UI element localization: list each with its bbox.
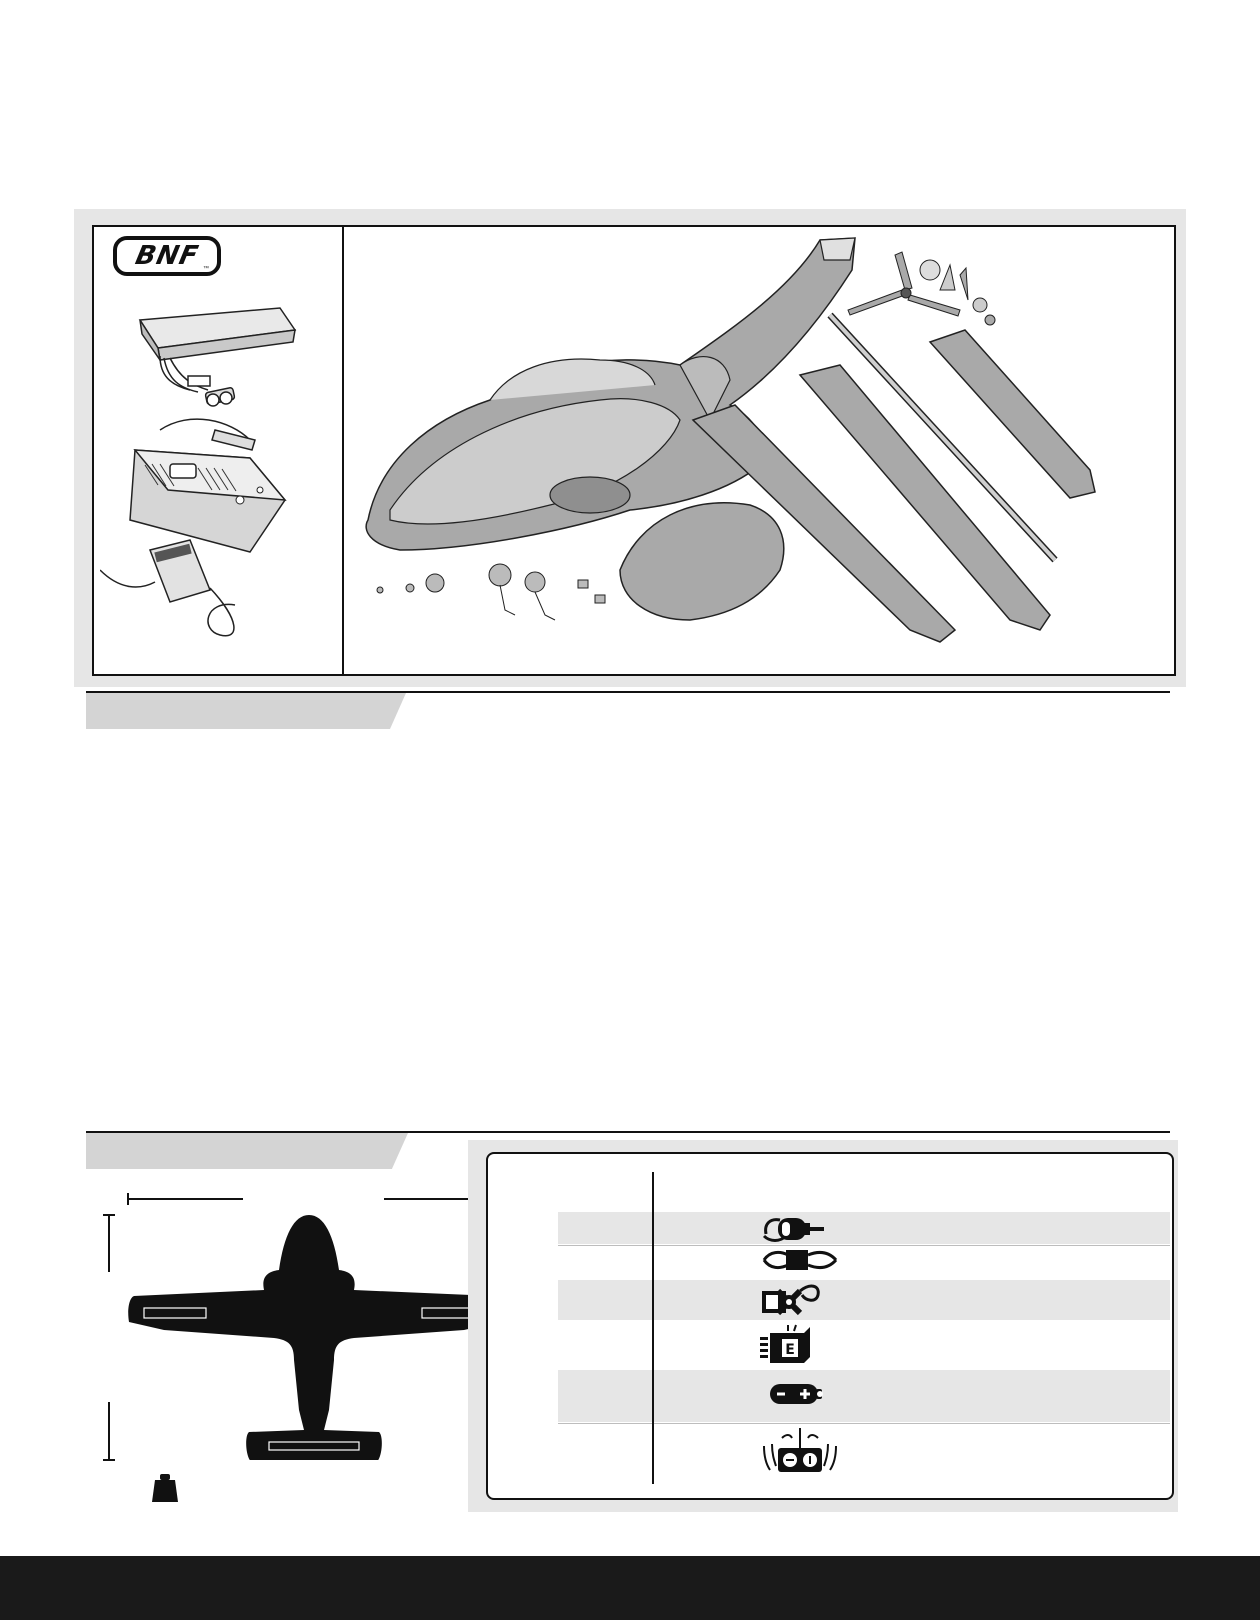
section-tab-box-contents (86, 693, 406, 729)
wingspan-line-left (128, 1198, 243, 1200)
receiver-icon (760, 1323, 830, 1365)
landing-gear-image (377, 564, 605, 620)
length-line-bottom (108, 1402, 110, 1460)
motor-icon (760, 1212, 830, 1246)
section-rule-top (86, 691, 1170, 693)
receiver-image (100, 540, 235, 636)
kit-divider (342, 225, 344, 674)
specs-row-divider (558, 1245, 1170, 1246)
specs-row-battery (558, 1370, 1170, 1422)
bnf-trademark: ™ (203, 266, 209, 272)
specs-row-motor (558, 1212, 1170, 1244)
aircraft-parts-illustration (350, 230, 1170, 670)
page-footer-bar (0, 1556, 1260, 1620)
specs-row-divider (558, 1423, 1170, 1424)
horizontal-stabilizer-image (930, 330, 1095, 498)
accessories-illustration (100, 290, 330, 660)
aircraft-top-view-silhouette (124, 1210, 504, 1460)
specs-row-servo (558, 1280, 1170, 1320)
esc-icon (760, 1245, 840, 1275)
svg-text:E: E (785, 1342, 795, 1358)
servo-icon (760, 1281, 830, 1319)
section-tab-specifications (86, 1133, 408, 1169)
lipo-battery-image (140, 308, 295, 406)
canopy-image (620, 503, 784, 620)
bnf-logo-text: BNF (132, 241, 202, 271)
transmitter-icon (760, 1426, 840, 1476)
length-line-top (108, 1214, 110, 1272)
charger-image (130, 419, 285, 552)
section-rule-bottom (86, 1131, 1170, 1133)
specs-column-divider (652, 1172, 654, 1484)
weight-icon (152, 1474, 178, 1502)
length-tick-bottom (103, 1459, 115, 1461)
battery-icon (760, 1380, 830, 1408)
propeller-image (848, 252, 995, 325)
